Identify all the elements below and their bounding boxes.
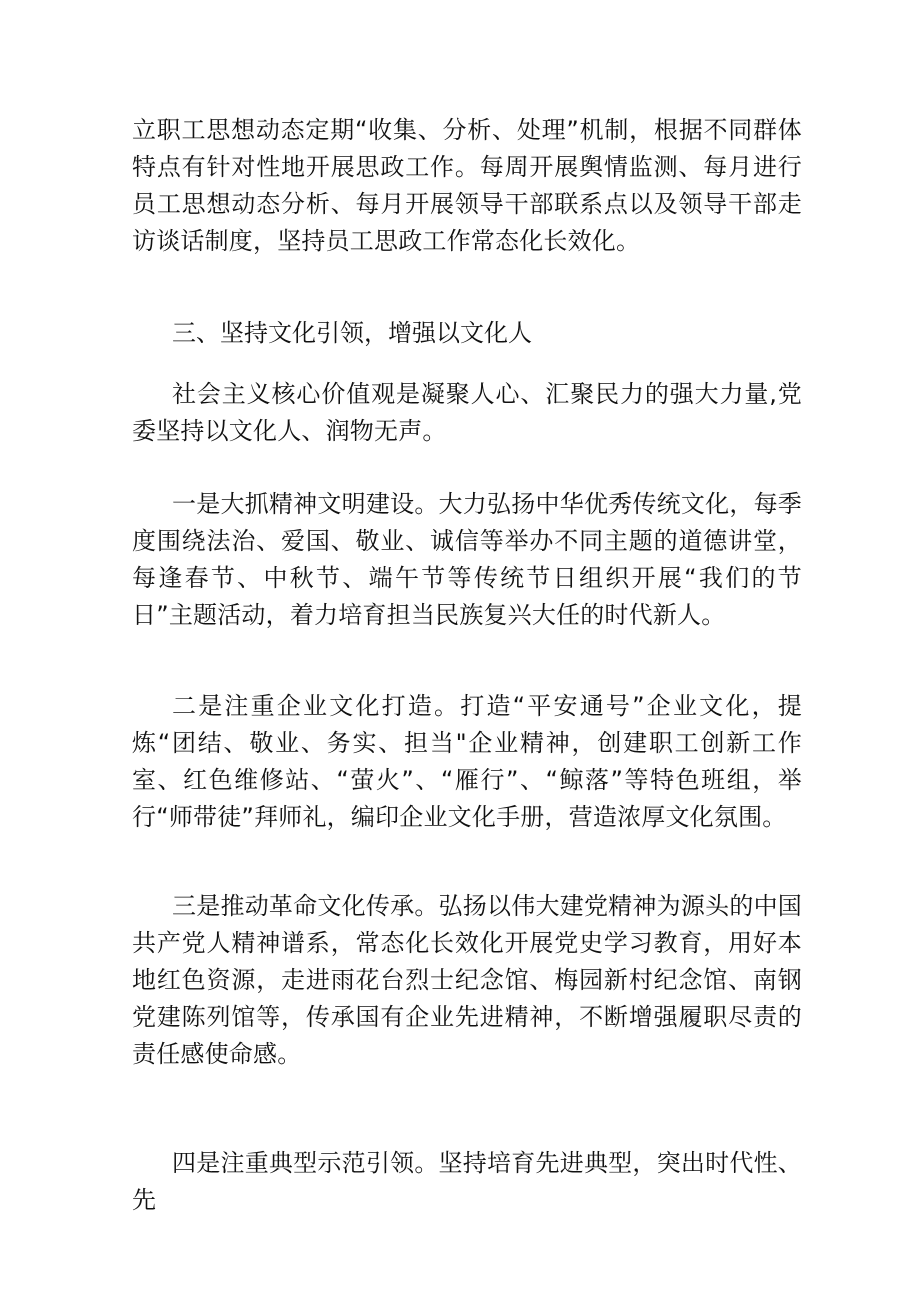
paragraph-core-values: 社会主义核心价值观是凝聚人心、汇聚民力的强大力量,党委坚持以文化人、润物无声。 xyxy=(132,380,802,445)
paragraph-corporate-culture: 二是注重企业文化打造。打造“平安通号”企业文化，提炼“团结、敬业、务实、担当"企业精神，创建职工创新工作室、红色维修站、“萤火”、“雁行”、“鲸落”等特色班组，举行“师带徒”拜师礼，编印企业文化手册，营造浓厚文化氛围。 xyxy=(132,692,802,831)
paragraph-continuation: 立职工思想动态定期“收集、分析、处理”机制，根据不同群体特点有针对性地开展思政工作。每周开展舆情监测、每月进行员工思想动态分析、每月开展领导干部联系点以及领导干部走访谈话制度，坚持员工思政工作常态化长效化。 xyxy=(132,116,802,255)
paragraph-spiritual-civilization: 一是大抓精神文明建设。大力弘扬中华优秀传统文化，每季度围绕法治、爱国、敬业、诚信等举办不同主题的道德讲堂，每逢春节、中秋节、端午节等传统节日组织开展“我们的节日”主题活动，着力培育担当民族复兴大任的时代新人。 xyxy=(132,490,802,629)
paragraph-model-leadership: 四是注重典型示范引领。坚持培育先进典型，突出时代性、先 xyxy=(132,1149,802,1214)
paragraph-revolutionary-culture: 三是推动革命文化传承。弘扬以伟大建党精神为源头的中国共产党人精神谱系，常态化长效化开展党史学习教育，用好本地红色资源，走进雨花台烈士纪念馆、梅园新村纪念馆、南钢党建陈列馆等，传承国有企业先进精神，不断增强履职尽责的责任感使命感。 xyxy=(132,892,802,1068)
section-heading: 三、坚持文化引领，增强以文化人 xyxy=(172,319,532,347)
